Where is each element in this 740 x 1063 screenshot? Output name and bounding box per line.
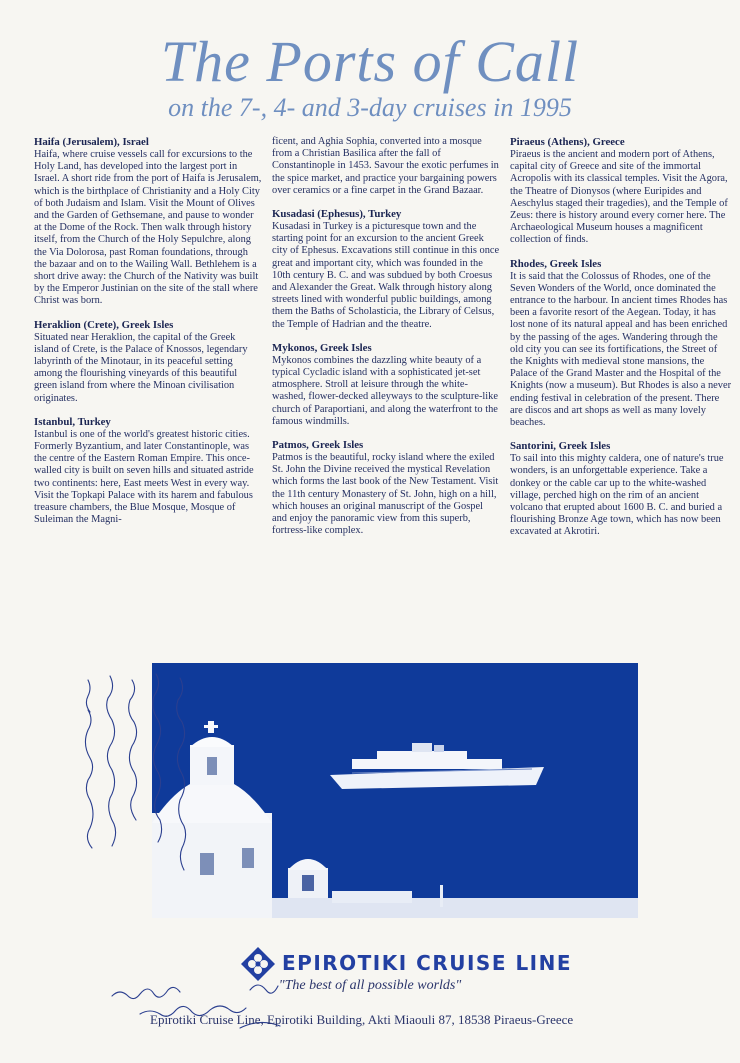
- port-description: Patmos is the beautiful, rocky island where the exiled St. John the Divine received the mystical Revelation which forms the last book of the New Testament. Visit the 11th century Monastery of St. John, high on a hill, which houses an original manuscript of the Gospel and enjoy the panoramic view from this superb, fortress-like complex.: [272, 452, 499, 537]
- port-heading: Haifa (Jerusalem), Israel: [34, 136, 149, 148]
- port-haifa: [34, 136, 262, 308]
- page-title: The Ports of Call: [160, 29, 580, 94]
- port-description: Piraeus is the ancient and modern port of Athens, capital city of Greece and site of the immortal Acropolis with its classical temples. Visit the Agora, the Theatre of Dionysos (where Euripides and Aeschylus staged their tragedies), and the Temple of Zeus: there is history around every corner here. The Archaeological Museum houses a magnificent collection of finds.: [510, 149, 728, 246]
- port-kusadasi: [272, 208, 500, 331]
- port-description: Situated near Heraklion, the capital of the Greek island of Crete, is the Palace of Knossos, legendary labyrinth of the Minotaur, in its peaceful setting among the flourishing vineyards of this beautiful green island from where the Minoan civilisation originates.: [34, 331, 248, 404]
- port-santorini: [510, 440, 732, 538]
- fleur-diamond-icon: [240, 946, 276, 982]
- text-column-2: [272, 136, 500, 548]
- port-heading: Patmos, Greek Isles: [272, 439, 364, 452]
- handwriting-annotation: [60, 670, 210, 970]
- port-heading: Heraklion (Crete), Greek Isles: [34, 318, 174, 331]
- text-column-1: [34, 136, 262, 537]
- port-heading: Istanbul, Turkey: [34, 415, 111, 428]
- text-column-3: [510, 136, 732, 550]
- port-heading: Mykonos, Greek Isles: [272, 341, 372, 354]
- port-istanbul-continued: [272, 136, 500, 197]
- tagline: "The best of all possible worlds": [278, 978, 462, 993]
- brand-name: EPIROTIKI CRUISE LINE: [282, 951, 573, 975]
- port-heading: Kusadasi (Ephesus), Turkey: [272, 208, 402, 221]
- port-description: Kusadasi in Turkey is a picturesque town and the starting point for an excursion to the ancient Greek city of Ephesus. Excavations still continue in this once great and important city, which was founded in the 10th century B. C. and was subdued by both Croesus and Alexander the Great. Walk through history along streets lined with wonderful public buildings, among them the Baths of Scholasticia, the Library of Celsus, the Temple of Hadrian and the theatre.: [272, 221, 500, 330]
- port-description: It is said that the Colossus of Rhodes, one of the Seven Wonders of the World, once dominated the entrance to the harbour. In ancient times Rhodes has been a favorite resort of the Aegean. Today, it has lost none of its natural appeal and has been enriched by the passing of the ages. Wandering through the old city you can see its fortifications, the Street of the Knights with medieval stone mansions, the Palace of the Grand Master and the Hospital of the Knights (now a museum). But Rhodes is also a never ending festival in celebration of the present. There are discos and art shops as well as many lovely beaches.: [510, 270, 732, 429]
- port-heraklion: [34, 319, 262, 405]
- company-address: Epirotiki Cruise Line, Epirotiki Building, Akti Miaouli 87, 18538 Piraeus-Greece: [150, 1012, 574, 1027]
- port-mykonos: [272, 342, 500, 428]
- santorini-photo: [152, 663, 638, 918]
- port-rhodes: [510, 258, 732, 430]
- port-heading: Rhodes, Greek Isles: [510, 257, 602, 270]
- port-heading: Santorini, Greek Isles: [510, 440, 611, 453]
- port-description: Mykonos combines the dazzling white beauty of a typical Cycladic island with a sophisticated jet-set atmosphere. Stroll at leisure through the white-washed, flower-decked alleyways to the sculpture-like church of Paraportiani, and along the waterfront to the famous windmills.: [272, 354, 498, 427]
- port-description: Istanbul is one of the world's greatest historic cities. Formerly Byzantium, and later Constantinople, was the centre of the Eastern Roman Empire. This once-walled city is built on seven hills and situated astride two continents: here, East meets West in every way. Visit the Topkapi Palace with its harem and fabulous treasure chambers, the Blue Mosque, Mosque of Suleiman the Magni-: [34, 428, 254, 526]
- port-heading: Piraeus (Athens), Greece: [510, 136, 625, 148]
- port-description: ficent, and Aghia Sophia, converted into a mosque from a Christian Basilica after the fall of Constantinople in 1453. Savour the exotic perfumes in the spice market, and practice your bargaining powers over ceramics or a fine carpet in the Grand Bazaar.: [272, 136, 499, 196]
- port-istanbul: [34, 416, 262, 527]
- page-subtitle: on the 7-, 4- and 3-day cruises in 1995: [168, 93, 572, 122]
- port-patmos: [272, 439, 500, 537]
- brand-logo: [240, 946, 573, 982]
- photo-illustration: [152, 663, 638, 918]
- port-description: To sail into this mighty caldera, one of nature's true wonders, is an unforgettable experience. Take a donkey or the cable car up to the white-washed village, perched high on the rim of an ancient volcano that erupted about 1600 B. C. and buried a flourishing Bronze Age town, which has now been excavated at Akrotiri.: [510, 453, 724, 538]
- port-piraeus: [510, 136, 732, 247]
- port-description: Haifa, where cruise vessels call for excursions to the Holy Land, has developed into the largest port in Israel. A short ride from the port of Haifa is Jerusalem, which is the birthplace of Christianity and a Holy City of both Judaism and Islam. Visit the Mount of Olives and the Garden of Gethsemane, and pause to wonder at the Dome of the Rock. Then walk through history itself, from the Church of the Holy Sepulchre, along the Via Dolorosa, past Roman foundations, through the bazaar and on to the Wailing Wall. Bethlehem is a short drive away: the Church of the Nativity was built by the Emperor Justinian on the site of the stall where Christ was born.: [34, 149, 262, 307]
